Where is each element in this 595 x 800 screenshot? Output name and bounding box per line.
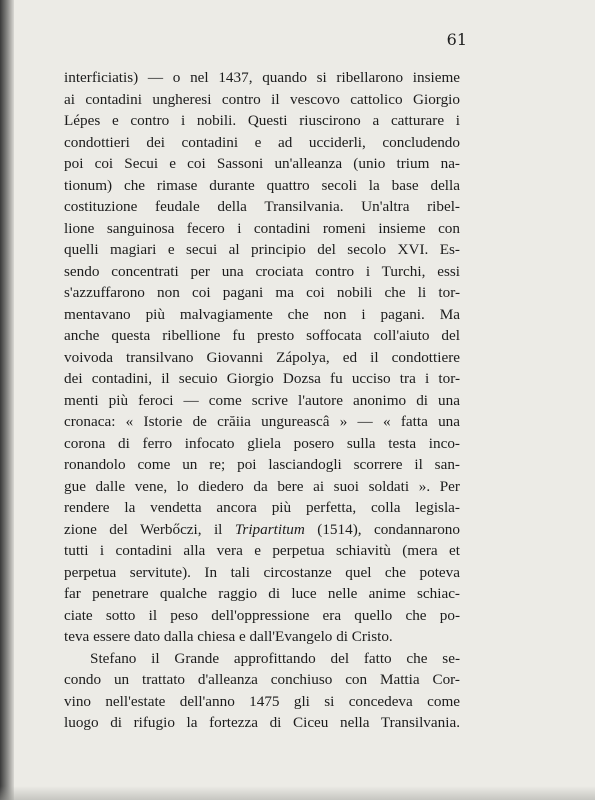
text-line: s'azzuffarono non coi pagani ma coi nobili che li tor- — [64, 284, 460, 301]
page-bottom-shade — [0, 786, 595, 800]
text-line: ai contadini ungheresi contro il vescovo cattolico Giorgio — [64, 90, 460, 108]
text-line: condo un trattato d'alleanza conchiuso con Mattia Cor- — [64, 671, 460, 688]
text-line: voivoda transilvano Giovanni Zápolya, ed il condottiere — [64, 348, 460, 366]
italic-title: Tripartitum — [234, 520, 305, 538]
text-line: vino nell'estate dell'anno 1475 gli si concedeva come — [64, 692, 460, 710]
text-line: mentavano più malvagiamente che non i pagani. Ma — [64, 305, 460, 323]
text-line: rendere la vendetta ancora più perfetta, colla legisla- — [64, 499, 460, 516]
text-line: poi coi Secui e coi Sassoni un'alleanza (unio trium na- — [64, 155, 460, 172]
text-line: perpetua servitute). In tali circostanze quel che poteva — [64, 563, 460, 581]
page-gutter-shadow — [0, 0, 14, 800]
text-line: ronandolo come un re; poi lasciandogli scorrere il san- — [64, 456, 460, 473]
paragraph-1 — [64, 67, 460, 648]
text-line: costituzione feudale della Transilvania. Un'altra ribel- — [64, 198, 460, 215]
text-line: dei contadini, il secuio Giorgio Dozsa fu ucciso tra i tor- — [64, 370, 460, 387]
text-line: cronaca: « Istorie de crăiia ungureascâ » — « fatta una — [64, 413, 460, 430]
text-line: corona di ferro infocato gliela posero sulla testa inco- — [64, 434, 460, 452]
text-line: luogo di rifugio la fortezza di Ciceu nella Transilvania. — [64, 714, 460, 731]
text-line: Stefano il Grande approfittando del fatto che se- — [90, 649, 460, 667]
page-number: 61 — [446, 30, 467, 49]
text-line: ciate sotto il peso dell'oppressione era quello che po- — [64, 606, 460, 624]
text-line: interficiatis) — o nel 1437, quando si ribellarono insieme — [64, 69, 460, 86]
text-line: lione sanguinosa fecero i contadini romeni insieme con — [64, 219, 460, 237]
text-line: tionum) che rimase durante quattro secoli la base della — [64, 176, 460, 194]
text-line: quelli magiari e secui al principio del secolo XVI. Es- — [64, 241, 460, 258]
text-line: zione del Werbőczi, il Tripartitum (1514), condannarono — [64, 520, 460, 538]
text-line: far penetrare qualche raggio di luce nelle anime schiac- — [64, 585, 460, 602]
text-line: teva essere dato dalla chiesa e dall'Evangelo di Cristo. — [64, 628, 393, 645]
text-line: menti più feroci — come scrive l'autore anonimo di una — [64, 391, 460, 409]
paragraph-2 — [64, 648, 460, 734]
text-line: sendo concentrati per una crociata contro i Turchi, essi — [64, 262, 460, 280]
text-line: tutti i contadini alla vera e perpetua schiavitù (mera et — [64, 542, 460, 559]
body-text — [64, 67, 460, 734]
text-line: Lépes e contro i nobili. Questi riuscirono a catturare i — [64, 112, 460, 129]
text-line: condottieri dei contadini e ad ucciderli, concludendo — [64, 133, 460, 151]
text-line: anche questa ribellione fu presto soffocata coll'aiuto del — [64, 327, 460, 344]
text-line: gue dalle vene, lo diedero da bere ai suoi soldati ». Per — [64, 477, 460, 495]
